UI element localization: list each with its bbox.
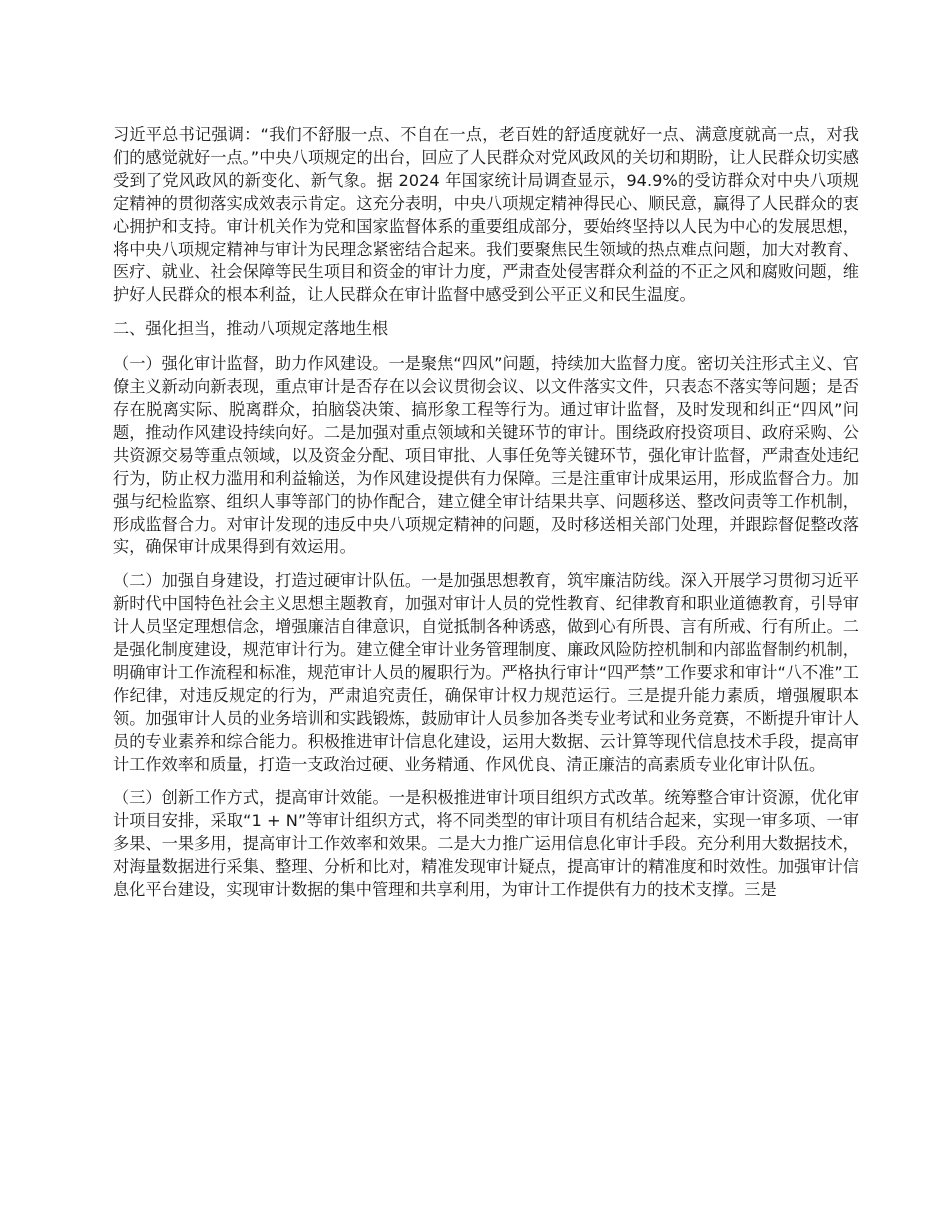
paragraph-self-building: （二）加强自身建设，打造过硬审计队伍。一是加强思想教育，筑牢廉洁防线。深入开展学习贯彻习近平新时代中国特色社会主义思想主题教育，加强对审计人员的党性教育、纪律教育和职业道德教育，引导审计人员坚定理想信念，增强廉洁自律意识，自觉抵制各种诱惑，做到心有所畏、言有所戒、行有所止。二是强化制度建设，规范审计行为。建立健全审计业务管理制度、廉政风险防控机制和内部监督制约机制，明确审计工作流程和标准，规范审计人员的履职行为。严格执行审计“四严禁”工作要求和审计“八不准”工作纪律，对违反规定的行为，严肃追究责任，确保审计权力规范运行。三是提升能力素质，增强履职本领。加强审计人员的业务培训和实践锻炼，鼓励审计人员参加各类专业考试和业务竞赛，不断提升审计人员的专业素养和综合能力。积极推进审计信息化建设，运用大数据、云计算等现代信息技术手段，提高审计工作效率和质量，打造一支政治过硬、业务精通、作风优良、清正廉洁的高素质专业化审计队伍。 [113,571,859,774]
document-body [113,124,859,913]
section-heading: 二、强化担当，推动八项规定落地生根 [113,319,389,339]
paragraph-intro: 习近平总书记强调：“我们不舒服一点、不自在一点，老百姓的舒适度就好一点、满意度就高一点，对我们的感觉就好一点。”中央八项规定的出台，回应了人民群众对党风政风的关切和期盼，让人民群众切实感受到了党风政风的新变化、新气象。据 2024 年国家统计局调查显示，94.9%的受访群众对中央八项规定精神的贯彻落实成效表示肯定。这充分表明，中央八项规定精神得民心、顺民意，赢得了人民群众的衷心拥护和支持。审计机关作为党和国家监督体系的重要组成部分，要始终坚持以人民为中心的发展思想，将中央八项规定精神与审计为民理念紧密结合起来。我们要聚焦民生领域的热点难点问题，加大对教育、医疗、就业、社会保障等民生项目和资金的审计力度，严肃查处侵害群众利益的不正之风和腐败问题，维护好人民群众的根本利益，让人民群众在审计监督中感受到公平正义和民生温度。 [113,125,859,305]
paragraph-innovation: （三）创新工作方式，提高审计效能。一是积极推进审计项目组织方式改革。统筹整合审计资源，优化审计项目安排，采取“1 + N”等审计组织方式，将不同类型的审计项目有机结合起来，实现一审多项、一审多果、一果多用，提高审计工作效率和效果。二是大力推广运用信息化审计手段。充分利用大数据技术，对海量数据进行采集、整理、分析和比对，精准发现审计疑点，提高审计的精准度和时效性。加强审计信息化平台建设，实现审计数据的集中管理和共享利用，为审计工作提供有力的技术支撑。三是 [113,788,859,900]
paragraph-supervision: （一）强化审计监督，助力作风建设。一是聚焦“四风”问题，持续加大监督力度。密切关注形式主义、官僚主义新动向新表现，重点审计是否存在以会议贯彻会议、以文件落实文件，只表态不落实等问题；是否存在脱离实际、脱离群众，拍脑袋决策、搞形象工程等行为。通过审计监督，及时发现和纠正“四风”问题，推动作风建设持续向好。二是加强对重点领域和关键环节的审计。围绕政府投资项目、政府采购、公共资源交易等重点领域，以及资金分配、项目审批、人事任免等关键环节，强化审计监督，严肃查处违纪行为，防止权力滥用和利益输送，为作风建设提供有力保障。三是注重审计成果运用，形成监督合力。加强与纪检监察、组织人事等部门的协作配合，建立健全审计结果共享、问题移送、整改问责等工作机制，形成监督合力。对审计发现的违反中央八项规定精神的问题，及时移送相关部门处理，并跟踪督促整改落实，确保审计成果得到有效运用。 [113,354,859,557]
